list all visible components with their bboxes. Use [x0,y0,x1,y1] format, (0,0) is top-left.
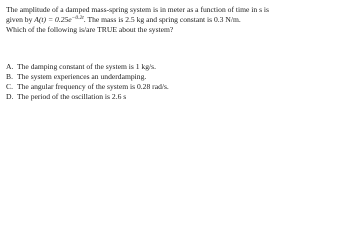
option-b-text: The system experiences an underdamping. [17,72,147,81]
question-line-2 [6,15,346,25]
option-a-text: The damping constant of the system is 1 kg/s. [17,62,156,71]
option-b-letter: B. [6,72,13,81]
option-b [6,72,346,82]
answer-options [6,62,346,102]
question-line-2-prefix: given by [6,15,35,24]
option-c [6,82,346,92]
question-text [6,5,346,35]
option-a-letter: A. [6,62,14,71]
question-line-3: Which of the following is/are TRUE about the system? [6,25,174,34]
option-c-text: The angular frequency of the system is 0.28 rad/s. [17,82,169,91]
option-c-letter: C. [6,82,13,91]
question-line-1: The amplitude of a damped mass-spring system is in meter as a function of time in s is [6,5,269,14]
question-line-2-suffix: . The mass is 2.5 kg and spring constant is 0.3 N/m. [83,15,241,24]
option-d [6,92,346,102]
option-d-text: The period of the oscillation is 2.6 s [17,92,127,101]
amplitude-exponent: −0.2t [71,15,84,21]
option-d-letter: D. [6,92,14,101]
amplitude-function: A(t) = 0.25e [34,15,72,24]
option-a [6,62,346,72]
